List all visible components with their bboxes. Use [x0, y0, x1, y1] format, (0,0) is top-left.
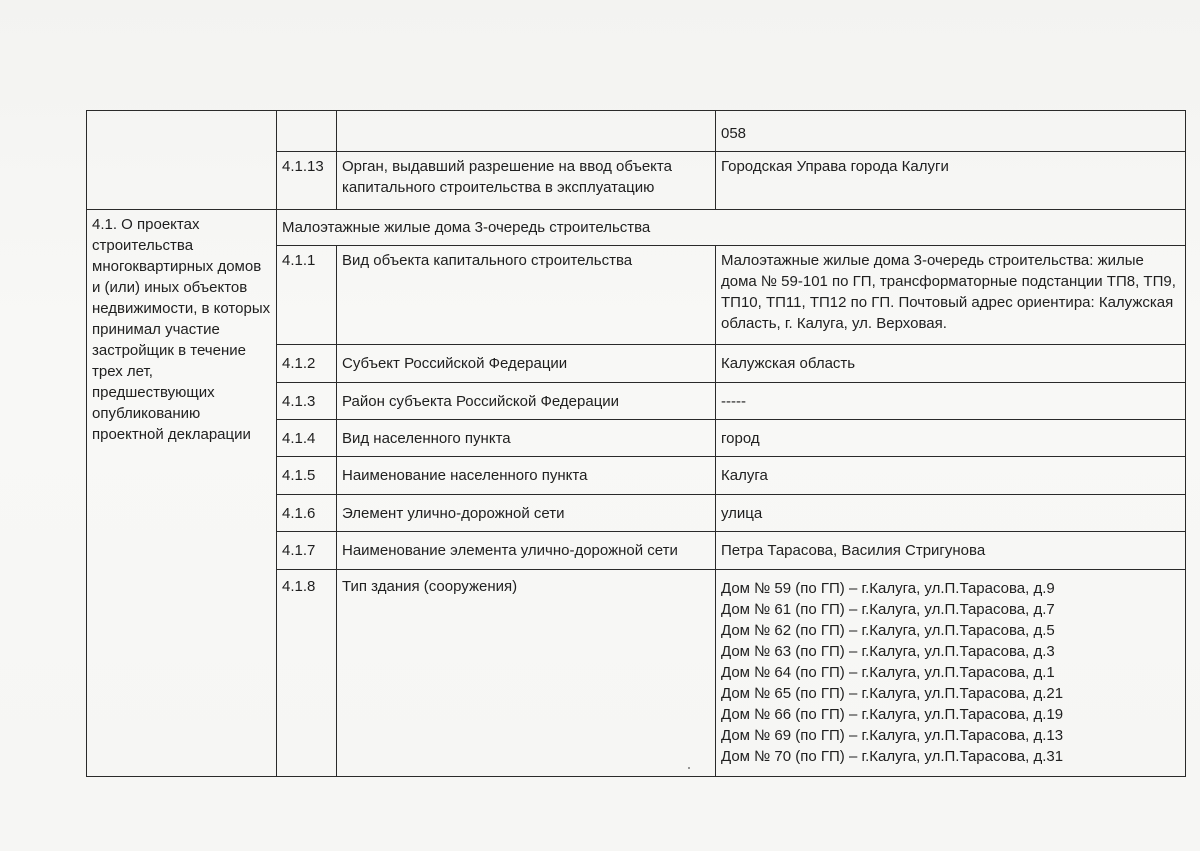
row-number-cell: 4.1.2	[277, 345, 337, 383]
building-line: Дом № 62 (по ГП) – г.Калуга, ул.П.Тарасова, д.5	[721, 622, 1055, 639]
building-line: Дом № 66 (по ГП) – г.Калуга, ул.П.Тарасова, д.19	[721, 706, 1064, 723]
row-number-cell: 4.1.8	[277, 570, 337, 777]
building-line: Дом № 69 (по ГП) – г.Калуга, ул.П.Тарасова, д.13	[721, 727, 1064, 744]
table-row	[87, 210, 1186, 246]
row-label-cell: Вид населенного пункта	[337, 420, 716, 457]
row-label-cell: Район субъекта Российской Федерации	[337, 383, 716, 420]
row-number-cell: 4.1.13	[277, 152, 337, 210]
buildings-list-cell	[716, 570, 1186, 777]
project-title: Малоэтажные жилые дома 3-очередь строительства	[277, 210, 1186, 246]
table-row	[87, 111, 1186, 152]
row-value-cell: Малоэтажные жилые дома 3-очередь строительства: жилые дома № 59-101 по ГП, трансформаторные подстанции ТП8, ТП9, ТП10, ТП11, ТП12 по ГП. Почтовый адрес ориентира: Калужская область, г. Калуга, ул. Верховая.	[716, 246, 1186, 345]
row-number-cell: 4.1.3	[277, 383, 337, 420]
declaration-table	[86, 110, 1186, 777]
section-label-cell: 4.1. О проектах строительства многоквартирных домов и (или) иных объектов недвижимости, в которых принимал участие застройщик в течение трех лет, предшествующих опубликованию проектной декларации	[87, 210, 277, 777]
row-value-cell: Городская Управа города Калуги	[716, 152, 1186, 210]
row-value-cell: улица	[716, 495, 1186, 532]
row-value-cell: -----	[716, 383, 1186, 420]
continued-section-cell	[87, 111, 277, 210]
building-line: Дом № 63 (по ГП) – г.Калуга, ул.П.Тарасова, д.3	[721, 643, 1055, 660]
row-number-cell: 4.1.7	[277, 532, 337, 570]
building-line: Дом № 64 (по ГП) – г.Калуга, ул.П.Тарасова, д.1	[721, 664, 1055, 681]
building-line: Дом № 59 (по ГП) – г.Калуга, ул.П.Тарасова, д.9	[721, 580, 1055, 597]
row-number-cell	[277, 111, 337, 152]
row-label-cell	[337, 111, 716, 152]
row-label-cell: Элемент улично-дорожной сети	[337, 495, 716, 532]
row-value-cell: 058	[716, 111, 1186, 152]
row-label-cell: Вид объекта капитального строительства	[337, 246, 716, 345]
row-number-cell: 4.1.1	[277, 246, 337, 345]
building-line: Дом № 65 (по ГП) – г.Калуга, ул.П.Тарасова, д.21	[721, 685, 1064, 702]
row-label-cell: Тип здания (сооружения)	[337, 570, 716, 777]
row-number-cell: 4.1.4	[277, 420, 337, 457]
building-line: Дом № 70 (по ГП) – г.Калуга, ул.П.Тарасова, д.31	[721, 748, 1064, 765]
row-value-cell: Калужская область	[716, 345, 1186, 383]
row-label-cell: Наименование населенного пункта	[337, 457, 716, 495]
row-value-cell: Калуга	[716, 457, 1186, 495]
row-value-cell: город	[716, 420, 1186, 457]
row-number-cell: 4.1.5	[277, 457, 337, 495]
row-label-cell: Субъект Российской Федерации	[337, 345, 716, 383]
row-number-cell: 4.1.6	[277, 495, 337, 532]
row-label-cell: Наименование элемента улично-дорожной сети	[337, 532, 716, 570]
row-value-cell: Петра Тарасова, Василия Стригунова	[716, 532, 1186, 570]
building-line: Дом № 61 (по ГП) – г.Калуга, ул.П.Тарасова, д.7	[721, 601, 1055, 618]
row-label-cell: Орган, выдавший разрешение на ввод объекта капитального строительства в эксплуатацию	[337, 152, 716, 210]
scan-speck	[688, 767, 690, 769]
